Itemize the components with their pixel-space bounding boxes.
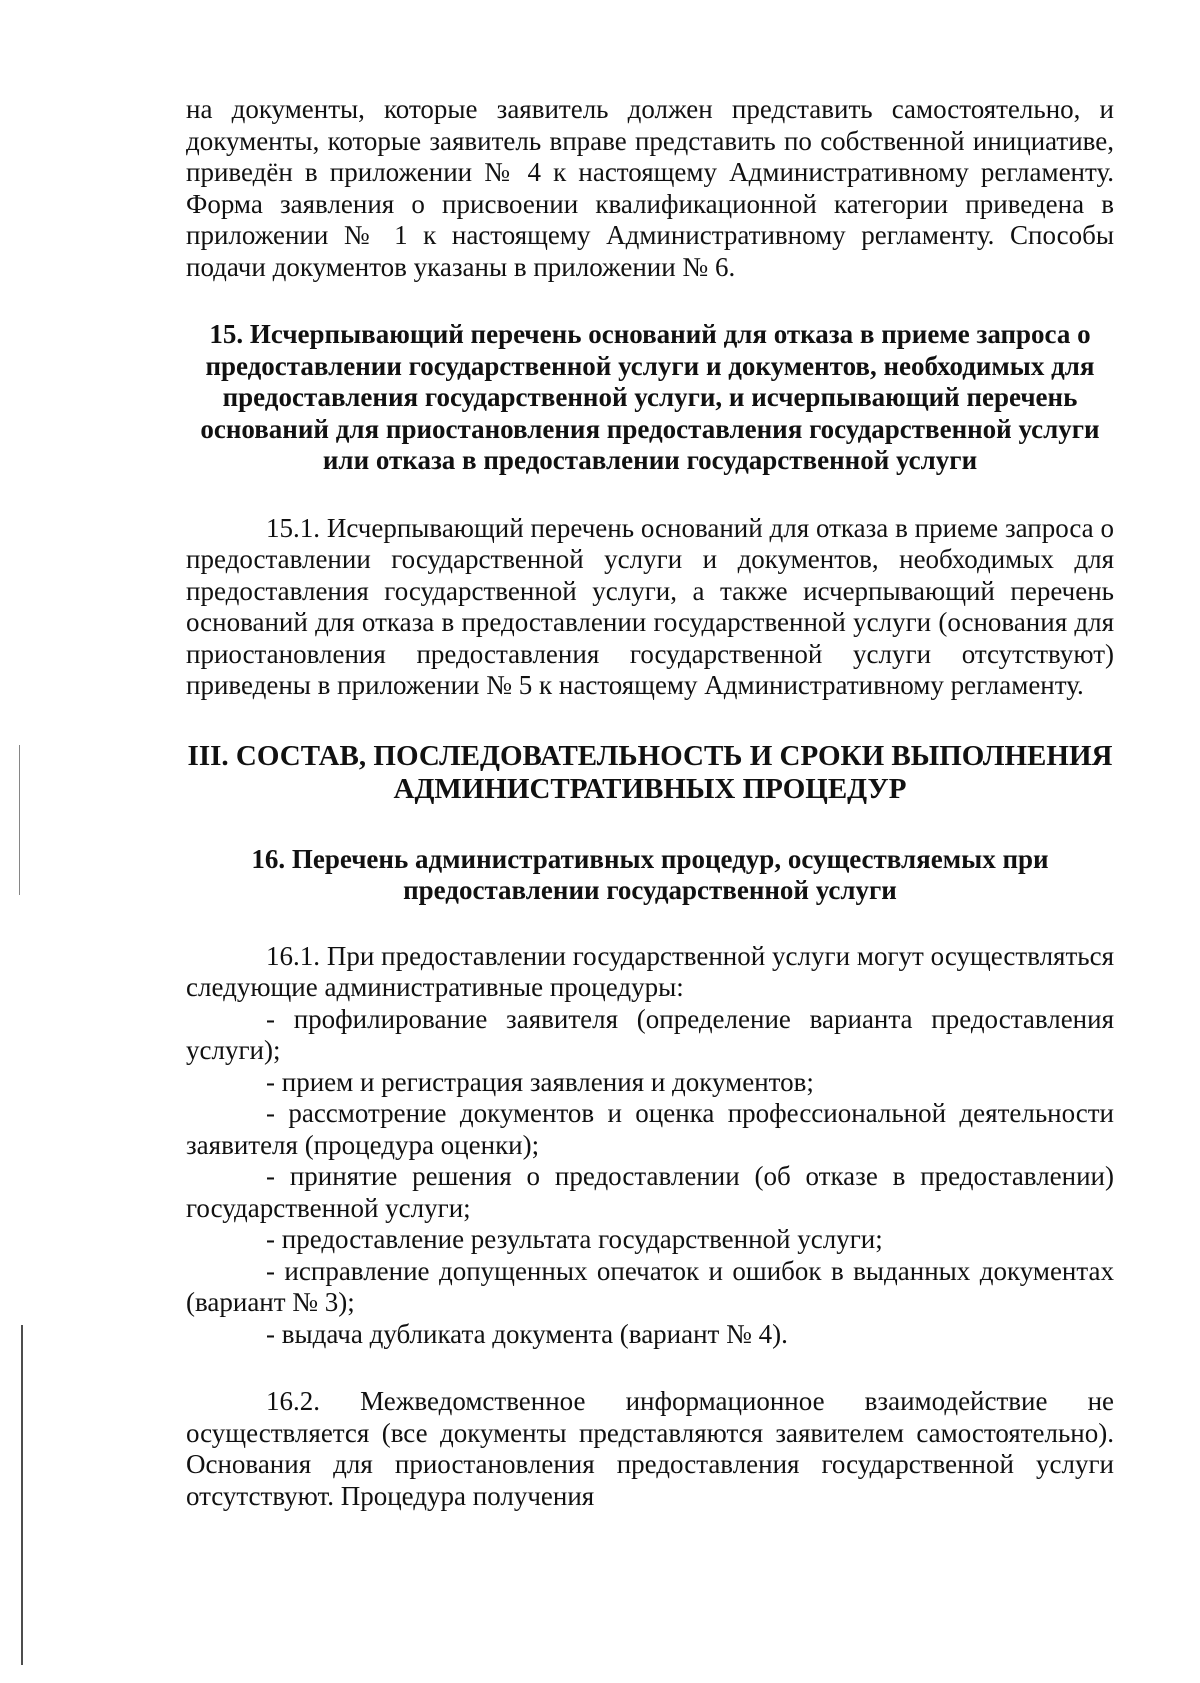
procedure-list xyxy=(186,1004,1114,1351)
paragraph-16-1: 16.1. При предоставлении государственной услуги могут осуществляться следующие административные процедуры: xyxy=(186,940,1114,1002)
scan-artifact-line xyxy=(21,1325,23,1665)
paragraph-intro: на документы, которые заявитель должен представить самостоятельно, и документы, которые заявитель вправе представить по собственной инициативе, приведён в приложении № 4 к настоящему Административному регламенту. Форма заявления о присвоении квалификационной категории приведена в приложении № 1 к настоящему Административному регламенту. Способы подачи документов указаны в приложении № 6. xyxy=(186,94,1114,282)
list-item: - прием и регистрация заявления и документов; xyxy=(266,1066,814,1097)
list-item: - выдача дубликата документа (вариант № 4). xyxy=(266,1318,788,1349)
list-item: - предоставление результата государственной услуги; xyxy=(266,1224,883,1254)
paragraph-16-2: 16.2. Межведомственное информационное взаимодействие не осуществляется (все документы представляются заявителем самостоятельно). Основания для приостановления предоставления государственной услуги отсутствуют. Процедура получения xyxy=(186,1386,1114,1511)
scan-artifact-line xyxy=(19,745,20,895)
section-16-heading: 16. Перечень административных процедур, осуществляемых при предоставлении государственной услуги xyxy=(251,843,1049,905)
document-body xyxy=(186,94,1114,1512)
chapter-3-heading: III. СОСТАВ, ПОСЛЕДОВАТЕЛЬНОСТЬ И СРОКИ ВЫПОЛНЕНИЯ АДМИНИСТРАТИВНЫХ ПРОЦЕДУР xyxy=(187,739,1113,805)
list-item: - исправление допущенных опечаток и ошибок в выданных документах (вариант № 3); xyxy=(186,1255,1114,1317)
list-item: - профилирование заявителя (определение варианта предоставления услуги); xyxy=(186,1003,1114,1065)
list-item: - принятие решения о предоставлении (об отказе в предоставлении) государственной услуги; xyxy=(186,1161,1114,1223)
list-item: - рассмотрение документов и оценка профессиональной деятельности заявителя (процедура оценки); xyxy=(186,1098,1114,1160)
section-15-heading: 15. Исчерпывающий перечень оснований для отказа в приеме запроса о предоставлении государственной услуги и документов, необходимых для предоставления государственной услуги, и исчерпывающий перечень оснований для приостановления предоставления государственной услуги или отказа в предоставлении государственной услуги xyxy=(200,319,1100,475)
paragraph-15-1: 15.1. Исчерпывающий перечень оснований для отказа в приеме запроса о предоставлении государственной услуги и документов, необходимых для предоставления государственной услуги, а также исчерпывающий перечень оснований для отказа в предоставлении государственной услуги (основания для приостановления предоставления государственной услуги отсутствуют) приведены в приложении № 5 к настоящему Административному регламенту. xyxy=(186,512,1114,700)
